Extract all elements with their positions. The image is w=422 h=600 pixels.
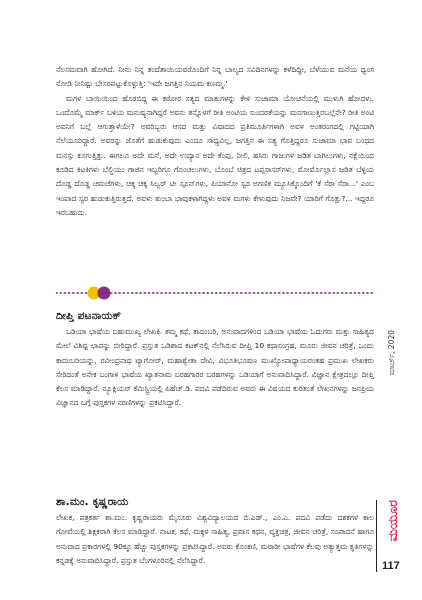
brand-sidebar <box>386 500 404 560</box>
sidebar-rule <box>376 500 377 572</box>
bio-text-1 <box>56 325 374 411</box>
story-paragraph-1: ನೆಲಸಮವಾಗಿ ಹೋಗಿದೆ. ನೀನು ನಿನ್ನ ತಂದೆತಾಯಿಯವರೊಂದಿಗೆ ನಿನ್ನ ಬಾಲ್ಯದ ಸವಿದಿನಗಳನ್ನು ಕಳೆದಿದ್ದೀ, ಬೆಳೆಯುವ ಮನೆಯ ಧ್ವಂಸ ನೋಡಿ ನೀನಿಷ್ಟು ಬೇಸರಪಟ್ಟುಕೊಳ್ಳುತ್ತಿ: 'ಇದೇ ಜಗತ್ತಿನ ನಿಯಮ ಕಣಮ್ಮ.' <box>56 65 374 89</box>
bio-name-2: ಶಾ.ಮಂ. ಕೃಷ್ಣರಾಯ <box>56 496 129 508</box>
story-paragraph-2-text: ಮಗಳ ಬಾಯಿಯಿಂದ ಹೊರಬಿದ್ದ ಈ ಕಠೋರ ಸತ್ಯದ ಮಾತುಗಳನ್ನು ಕೇಳಿ ಸುಜಾಮಾ ಯೋಚನೆಯಲ್ಲಿ ಮುಳುಗಿ ಹೋದಳು. ಒಂದೊಮ್ಮೆ ಮಾರ್ಕ್ ಬಳಿಯ ಮನುಷ್ಯನಾಗಿದ್ದರೆ ಅವನು ತನ್ನೊಳಗೆ ರೀತಿ ಅಂಟಿಯ ಸುಂದರತೆಯನ್ನು ಮನಗಾಣುತ್ತಿರಬಲ್ಲೆನೇ? ರೀತಿ ಅಂಟಿ ಅವನಿಗೆ ಬಲ್ಲೆ ಆಗುತ್ತಾಳೆಯೇ? ಅವರಿಬ್ಬರು ಆಸದ ಮತ್ತು ವಿಷಾದದ ಪ್ರತಿಮೂರ್ತಿಗಳಾಗಿ ಅವಳ ಅಂತರಂಗದಲ್ಲಿ ಗಟ್ಟಿಯಾಗಿ ನೆಲೆಯೂರಿದ್ದಾರೆ. ಅವರನ್ನು ಜೊತೆಗೆ ಹುಡುಕುವುದು ಎಂದೂ ಸಾಧ್ಯವಿಲ್ಲ, ಜಗತ್ತಿನ ಈ ಸತ್ಯ ಗೊತ್ತಿದ್ದರೂ ಸುಜಾಮಾ ಭಾವ ಬಂಧದ ಮನಸ್ಸು ಕೂಗುತ್ತಿತ್ತು. ಈಗಲೂ ಅದೇ ಮನೆ, ಅದೇ ಉದ್ಯಾನ ಅದೇ ಕೆಂಪು, ನೀಲಿ, ಹಸಿರು ಗಾಜುಗಳ ಜಡಿತ ಬಾಗಿಲುಗಳು, ನಕ್ಷೆಯಿಂದ ಕೂಡಿದ ಕಿಟಕಿಗಳು ಬೆಲ್ಜಿಯಂ ಗಾಜಿನ ಇಬ್ಬರಿಗೂ ಗೊಂಚಲುಗಳು, ಬೊಂಬೆ ಚಿತ್ರದ ಟಪ್ಪಸಾಸರ್‌ಗಳು, ಮೋರ್ಮೊಲ್ಲಾಸ ಜಡಿತ ಬೆಳ್ಳಿಯ ದೊಡ್ಡ ದೊಡ್ಡ ಚಮಚೆಗಳು, ಚಿಕ್ಕ ಚಿಕ್ಕ ಸಿಲ್ವರ್ ಟೀ ಸ್ಪೂನ್‌ಗಳು, ಪಿಯಾನೋ ಸ್ವರ ಅಗಣಿತ ಮ್ಯೂಸಿಕ್ಕೊಂದಿಗೆ 'ಕೆ ಸೆರಾ ಸೆರಾ...' ಎಂಬ ಇಂಪಾದ ಸ್ವರ ಹುಡುಕುತ್ತಿರುತ್ತದೆ. ಅವಳು ತುಂಬಾ ಭಾವುಕಳಾಗಿದ್ದಳು ಅವಳ ಮಗಳು ಕೇಳುವುದು ನಿಜವೇ? ಯಾರಿಗೆ ಗೊತ್ತು?... ಇದ್ದರೂ ಇರಬಹುದು. <box>56 93 374 217</box>
issue-date: ಮಾರ್ಚ್, 2020 <box>387 330 396 376</box>
story-ending <box>56 63 374 220</box>
bio-2 <box>56 511 374 568</box>
issue-date-sidebar <box>387 330 401 460</box>
bio-1 <box>56 325 374 411</box>
page-number: 117 <box>382 560 400 572</box>
bio-name-1: ದೀಪ್ತಿ ಪಟನಾಯಕ್ <box>56 310 122 322</box>
divider-dots-icon <box>56 281 374 305</box>
bio-text-2: ಲೇಖಕ, ಪತ್ರಕರ್ತ ಶಾ.ಮಂ. ಕೃಷ್ಣರಾಯರು ಮೈಸೂರು ವಿಶ್ವವಿದ್ಯಾಲಯದ ಬಿ.ಎಡ್., ಎಂ.ಎ. ಪದವಿ ಪಡೆದು ದಶಕಗಳ ಕಾಲ ಗೋವೆಯಲ್ಲಿ ಶಿಕ್ಷಕರಾಗಿ ಕೆಲಸ ಮಾಡಿದ್ದಾರೆ. ನಾಟಕ, ಕಥೆ, ಮಕ್ಕಳ ಸಾಹಿತ್ಯ, ಪ್ರವಾಸ ಕಥನ, ವ್ಯಕ್ತಿಚಿತ್ರ, ಜೀವನ ಚರಿತ್ರೆ, ಸಂಪಾದನೆ ಹಾಗೂ ಅನುವಾದ ಪ್ರಕಾರಗಳಲ್ಲಿ 90ಕ್ಕೂ ಹೆಚ್ಚು ಪುಸ್ತಕಗಳನ್ನು ಪ್ರಕಟಿಸಿದ್ದಾರೆ. ಅವರು ಕೊಂಕಣಿ, ಮರಾಠೀ ಭಾಷೆಗಳ ಕೆಲವು ಅತ್ಯುತ್ತಮ ಕೃತಿಗಳನ್ನು ಕನ್ನಡಕ್ಕೆ ಅನುವಾದಿಸಿದ್ದಾರೆ. ಪ್ರಸ್ತುತ ಬೆಂಗಳೂರಿನಲ್ಲಿ ನೆಲೆಸಿದ್ದಾರೆ. <box>56 513 374 565</box>
story-paragraph-2 <box>56 92 374 221</box>
bio-text-1-content: ಒಡಿಯಾ ಭಾಷೆಯ ಬಹುಮುಖ್ಯ ಲೇಖಕಿ. ತಮ್ಮ ಕಥೆ, ಕಾದಂಬರಿ, ಅನುವಾದಗಳಿಂದ ಒಡಿಯಾ ಭಾಷೆಯ ಓದುಗರು ಮತ್ತು ಸಾಹಿತ್ಯದ ಮೇಲೆ ವಿಶಿಷ್ಟ ಛಾಪನ್ನು ಬೀರಿದ್ದಾರೆ. ಪ್ರಸ್ತುತ ಒಡಿಶಾದ ಕಟಕ್‌ನಲ್ಲಿ ನೆಲೆಸಿರುವ ದೀಪ್ತಿ 10 ಕಥಾಸಂಗ್ರಹ, ಮೂರು ಜೀವನ ಚರಿತ್ರೆ, ಒಂದು ಕಾದಂಬರಿಯನ್ನು, ರವೀಂದ್ರನಾಥ ಟ್ಯಾಗೋರ್, ಮಹಾಶ್ವೇತಾ ದೇವಿ, ವಿಭೂತಿಭೂಷಣ ಮುಖ್ಯೋಪಾಧ್ಯಾಯರಂತಹ ಪ್ರಮುಖ ಲೇಖಕರು ಸೇರಿದಂತೆ ಅನೇಕ ಬಂಗಾಳಿ ಭಾಷೆಯ ಖ್ಯಾತನಾಮ ಬರಹಗಾರರ ಬರಹಗಳನ್ನು ಒಡಿಯಾಗೆ ಅನುವಾದಿಸಿದ್ದಾರೆ. ವಿಜ್ಞಾನ ಕ್ಷೇತ್ರದಲ್ಲೂ ದೀಪ್ತಿ ಕೆಲಸ ಮಾಡಿದ್ದಾರೆ. ನ್ಯೂಕ್ಲಿಯರ್ ಕೆಮಿಸ್ಟ್ರಿಯಲ್ಲಿ ಪಿಹೆಚ್.ಡಿ. ಪದವಿ ಪಡೆದಿರುವ ಅವರು ಈ ವಿಷಯದ ಕುರಿತಂತೆ ಲೇಖನಗಳನ್ನು ಜನಪ್ರಿಯ ವಿಜ್ಞಾನದ ಬಗ್ಗೆ ಪುಸ್ತಕಗಳ ನರಣಿಗಳನ್ನು ಪ್ರಕಟಿಸಿದ್ದಾರೆ. <box>56 327 374 408</box>
brand-name: ಮಯೂರ <box>386 500 401 542</box>
